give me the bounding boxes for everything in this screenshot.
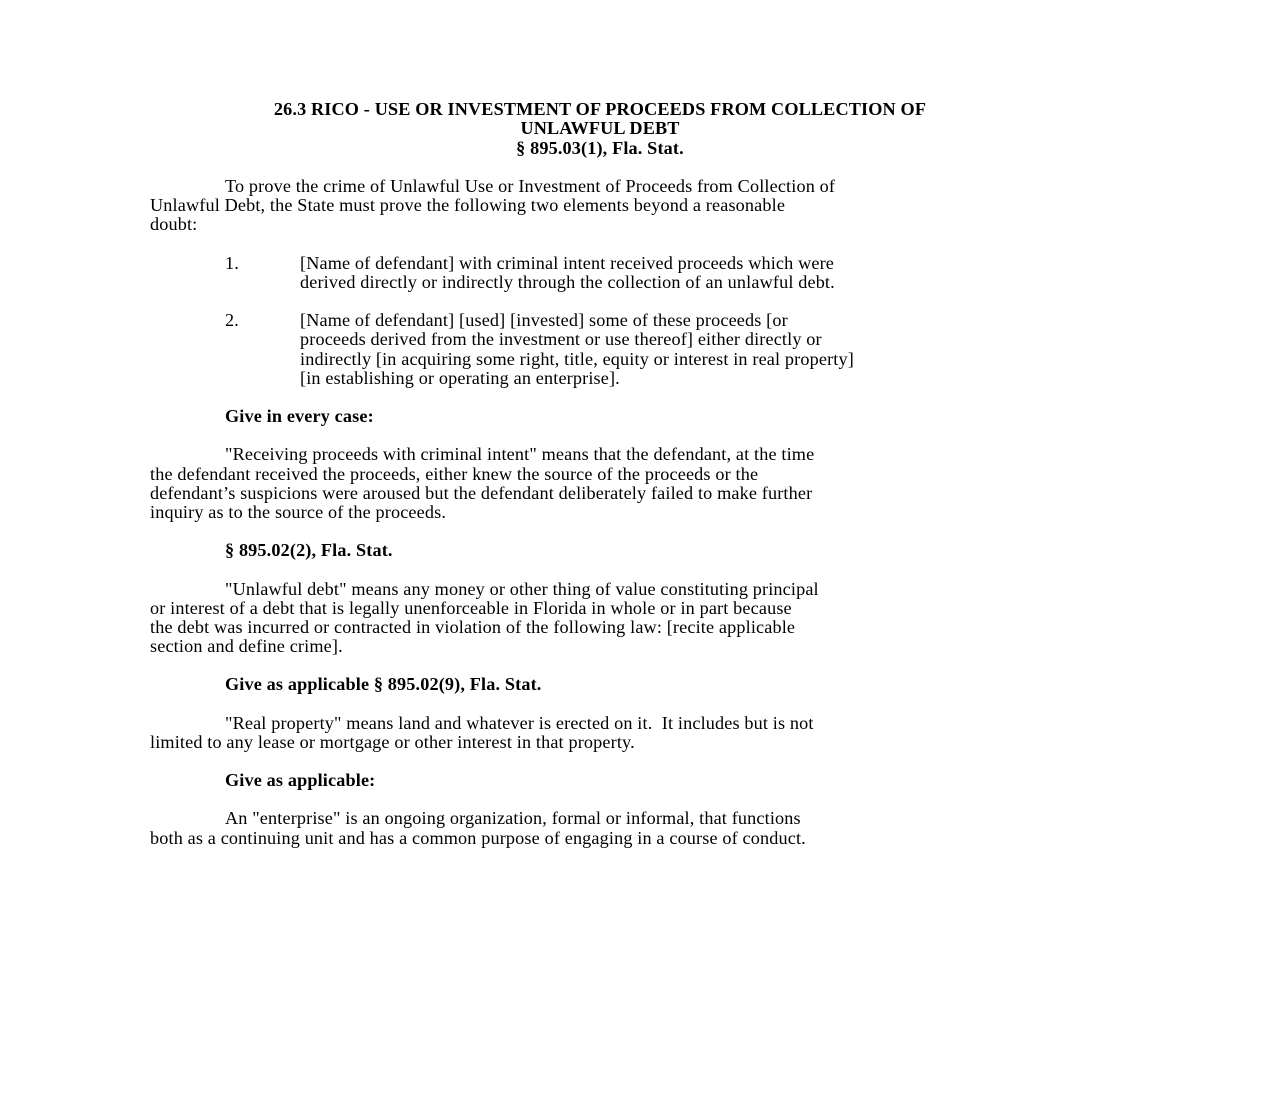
section-4-line-1: An "enterprise" is an ongoing organization, formal or informal, that functions xyxy=(225,808,801,828)
section-2-line-2: or interest of a debt that is legally unenforceable in Florida in whole or in part because xyxy=(150,598,792,618)
intro-line-3: doubt: xyxy=(150,214,198,234)
section-1-line-1: "Receiving proceeds with criminal intent" means that the defendant, at the time xyxy=(225,444,815,464)
title-line-1: 26.3 RICO - USE OR INVESTMENT OF PROCEEDS FROM COLLECTION OF xyxy=(273,99,927,119)
section-2-heading: § 895.02(2), Fla. Stat. xyxy=(225,540,393,560)
element-2-line-4: [in establishing or operating an enterprise]. xyxy=(300,368,620,388)
section-4-heading: Give as applicable: xyxy=(225,770,376,790)
section-2-line-4: section and define crime]. xyxy=(150,636,343,656)
title-statute: § 895.03(1), Fla. Stat. xyxy=(516,138,684,158)
section-1-line-2: the defendant received the proceeds, either knew the source of the proceeds or the xyxy=(150,464,759,484)
section-1-line-4: inquiry as to the source of the proceeds. xyxy=(150,502,447,522)
element-2-number: 2. xyxy=(225,310,239,330)
element-1-number: 1. xyxy=(225,253,239,273)
section-3-heading: Give as applicable § 895.02(9), Fla. Stat. xyxy=(225,674,542,694)
section-1-heading: Give in every case: xyxy=(225,406,374,426)
section-3-line-2: limited to any lease or mortgage or other interest in that property. xyxy=(150,732,635,752)
title-line-2: UNLAWFUL DEBT xyxy=(520,118,680,138)
section-4-line-2: both as a continuing unit and has a common purpose of engaging in a course of conduct. xyxy=(150,828,806,848)
element-2-line-1: [Name of defendant] [used] [invested] some of these proceeds [or xyxy=(300,310,788,330)
element-1-line-1: [Name of defendant] with criminal intent received proceeds which were xyxy=(300,253,835,273)
element-2-line-3: indirectly [in acquiring some right, title, equity or interest in real property] xyxy=(300,349,854,369)
section-2-line-3: the debt was incurred or contracted in violation of the following law: [recite applicable xyxy=(150,617,796,637)
element-2-line-2: proceeds derived from the investment or use thereof] either directly or xyxy=(300,329,822,349)
section-3-line-1: "Real property" means land and whatever is erected on it. It includes but is not xyxy=(225,713,814,733)
section-1-line-3: defendant’s suspicions were aroused but the defendant deliberately failed to make further xyxy=(150,483,813,503)
intro-line-2: Unlawful Debt, the State must prove the following two elements beyond a reasonable xyxy=(150,195,786,215)
intro-line-1: To prove the crime of Unlawful Use or Investment of Proceeds from Collection of xyxy=(225,176,836,196)
element-1-line-2: derived directly or indirectly through the collection of an unlawful debt. xyxy=(300,272,835,292)
section-2-line-1: "Unlawful debt" means any money or other thing of value constituting principal xyxy=(225,579,819,599)
